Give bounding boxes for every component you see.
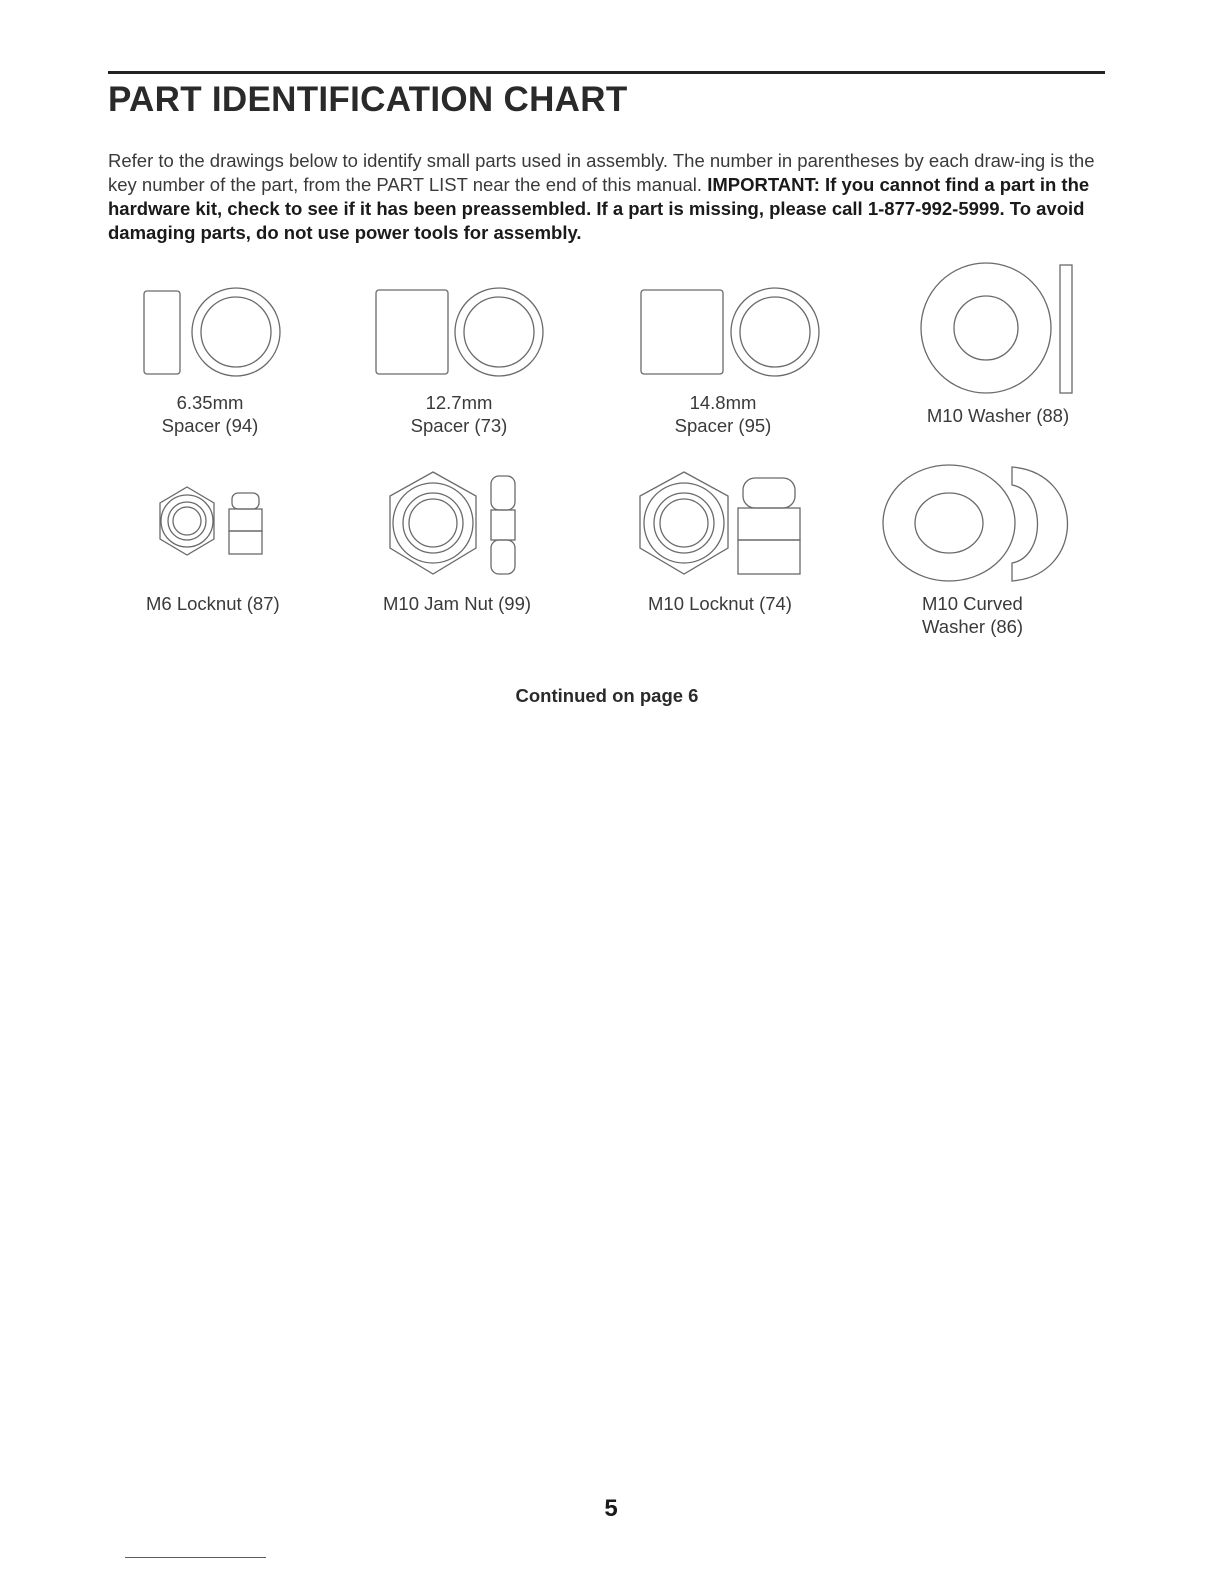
intro-text: Refer to the drawings below to identify small parts used in assembly. The number in parentheses by each draw-ing is the key number of the part, from the PART LIST near the end of this manual. bbox=[108, 150, 1095, 195]
part-label-washer-88: M10 Washer (88) bbox=[926, 405, 1070, 426]
part-label-jam-nut-99: M10 Jam Nut (99) bbox=[383, 593, 532, 614]
washer-icon bbox=[913, 262, 1078, 397]
spacer-icon bbox=[143, 287, 283, 379]
part-label-locknut-74: M10 Locknut (74) bbox=[648, 593, 792, 614]
curved-washer-icon bbox=[881, 463, 1076, 585]
spacer-icon bbox=[375, 287, 550, 379]
footer-rule bbox=[125, 1557, 266, 1558]
intro-paragraph bbox=[108, 149, 1108, 245]
top-rule bbox=[108, 71, 1105, 74]
part-label-locknut-87: M6 Locknut (87) bbox=[146, 593, 280, 614]
continued-note: Continued on page 6 bbox=[515, 685, 699, 706]
part-label-spacer-94: 6.35mm Spacer (94) bbox=[161, 392, 259, 436]
spacer-icon bbox=[640, 287, 825, 379]
page-title: PART IDENTIFICATION CHART bbox=[108, 80, 628, 119]
locknut-icon bbox=[155, 484, 275, 559]
part-label-spacer-73: 12.7mm Spacer (73) bbox=[410, 392, 508, 436]
part-label-curved-washer-86: M10 Curved Washer (86) bbox=[922, 593, 1024, 637]
jam-nut-icon bbox=[388, 468, 528, 580]
locknut-icon bbox=[636, 468, 811, 580]
intro-important: IMPORTANT: If you cannot find a part in the hardware kit, check to see if it has been preassembled. If a part is missing, please call 1-877-992-5999. To avoid damaging parts, do not use power tools for assembly. bbox=[108, 174, 1090, 243]
page-number: 5 bbox=[604, 1495, 618, 1522]
part-label-spacer-95: 14.8mm Spacer (95) bbox=[674, 392, 772, 436]
